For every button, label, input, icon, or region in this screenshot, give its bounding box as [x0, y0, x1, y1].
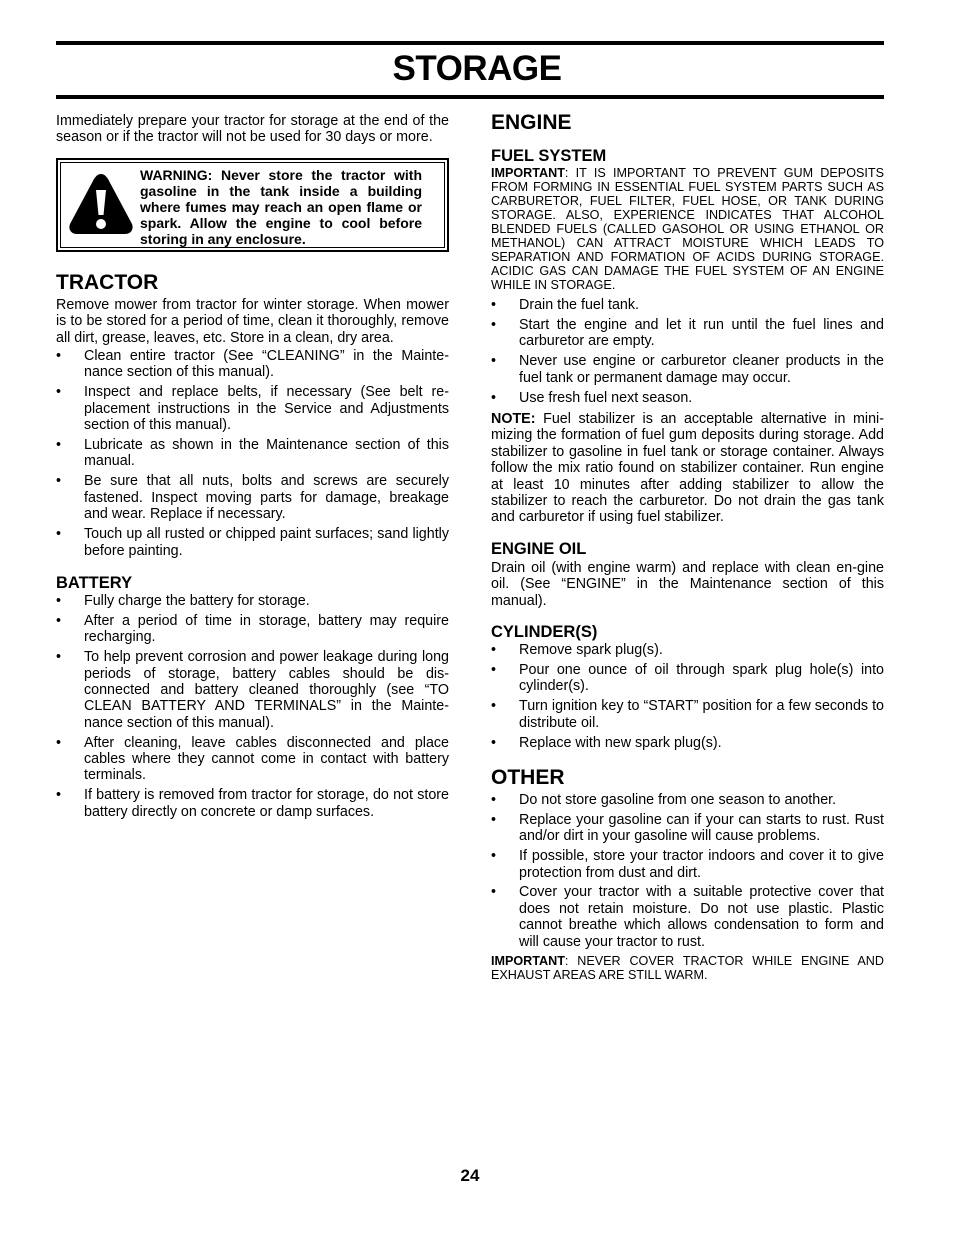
other-heading: OTHER — [491, 765, 565, 789]
list-item: • Fully charge the battery for storage. — [56, 593, 449, 609]
page-title: STORAGE — [392, 49, 562, 88]
important-label: IMPORTANT — [491, 166, 565, 180]
list-item: • Inspect and replace belts, if necessary (See belt re-placement instructions in the Service and Adjustments section of this manual). — [56, 384, 449, 433]
battery-heading: BATTERY — [56, 573, 133, 592]
list-item: • Never use engine or carburetor cleaner products in the fuel tank or permanent damage may occur. — [491, 353, 884, 386]
list-item: • If possible, store your tractor indoors and cover it to give protection from dust and dirt. — [491, 848, 884, 881]
list-item: • Use fresh fuel next season. — [491, 390, 884, 406]
engine-oil-heading: ENGINE OIL — [491, 539, 587, 558]
engine-heading: ENGINE — [491, 111, 572, 134]
list-item: • After cleaning, leave cables disconnected and place cables where they cannot come in contact with battery terminals. — [56, 735, 449, 784]
cylinder-list — [491, 642, 884, 751]
list-item: • Clean entire tractor (See “CLEANING” in the Mainte-nance section of this manual). — [56, 348, 449, 381]
other-list — [491, 792, 884, 950]
warning-box — [56, 158, 449, 252]
list-item: • Replace your gasoline can if your can starts to rust. Rust and/or dirt in your gasoline will cause problems. — [491, 812, 884, 845]
note-label: NOTE: — [491, 410, 536, 427]
list-item: • Be sure that all nuts, bolts and screws are securely fastened. Inspect moving parts for damage, breakage and wear. Replace if necessary. — [56, 473, 449, 522]
list-item: • Pour one ounce of oil through spark plug hole(s) into cylinder(s). — [491, 662, 884, 695]
right-column — [491, 111, 884, 982]
fuel-note — [491, 411, 884, 526]
tractor-intro: Remove mower from tractor for winter storage. When mower is to be stored for a period of time, clean it thoroughly, remove all dirt, grease, leaves, etc. Store in a clean, dry area. — [56, 296, 449, 346]
list-item: • Cover your tractor with a suitable protective cover that does not retain moisture. Do not use plastic. Plastic cannot breathe which allows condensation to form and will cause your tractor to rust. — [491, 884, 884, 950]
list-item: • To help prevent corrosion and power leakage during long periods of storage, battery cables should be dis-connected and battery cleaned thoroughly (see “TO CLEAN BATTERY AND TERMINALS” in the Mainte-nance section of this manual). — [56, 649, 449, 731]
fuel-important-note — [491, 166, 884, 292]
fuel-list — [491, 297, 884, 406]
bottom-rule — [56, 95, 884, 99]
note-text: Fuel stabilizer is an acceptable alternative in mini-mizing the formation of fuel gum deposits during storage. Add stabilizer to gasoline in fuel tank or storage container. Always follow the mix ratio found on stabilizer container. Run engine at least 10 minutes after adding stabilizer to allow the stabilizer to reach the carburetor. Do not drain the gas tank and carburetor if using fuel stabilizer. — [491, 410, 884, 526]
list-item: • Turn ignition key to “START” position for a few seconds to distribute oil. — [491, 698, 884, 731]
list-item: • Do not store gasoline from one season to another. — [491, 792, 884, 808]
page-number: 24 — [460, 1166, 480, 1185]
intro-paragraph: Immediately prepare your tractor for storage at the end of the season or if the tractor will not be used for 30 days or more. — [56, 113, 449, 146]
important-text: : IT IS IMPORTANT TO PREVENT GUM DEPOSITS FROM FORMING IN ESSENTIAL FUEL SYSTEM PARTS SUCH AS CARBURETOR, FUEL FILTER, FUEL HOSE, OR TANK DURING STORAGE. ALSO, EXPERIENCE INDICATES THAT ALCOHOL BLENDED FUELS (CALLED GASOHOL OR USING ETHANOL OR METHANOL) CAN ATTRACT MOISTURE WHICH LEADS TO SEPARATION AND FORMATION OF ACIDS DURING STORAGE. ACIDIC GAS CAN DAMAGE THE FUEL SYSTEM OF AN ENGINE WHILE IN STORAGE. — [491, 166, 884, 292]
battery-list — [56, 593, 449, 820]
list-item: • Start the engine and let it run until the fuel lines and carburetor are empty. — [491, 317, 884, 350]
tractor-list — [56, 348, 449, 559]
list-item: • If battery is removed from tractor for storage, do not store battery directly on concrete or damp surfaces. — [56, 787, 449, 820]
important-text: : NEVER COVER TRACTOR WHILE ENGINE AND EXHAUST AREAS ARE STILL WARM. — [491, 953, 884, 982]
cylinder-heading: CYLINDER(S) — [491, 623, 598, 641]
list-item: • Lubricate as shown in the Maintenance section of this manual. — [56, 437, 449, 470]
engine-oil-text: Drain oil (with engine warm) and replace with clean en-gine oil. (See “ENGINE” in the Maintenance section of this manual). — [491, 559, 884, 609]
list-item: • Remove spark plug(s). — [491, 642, 884, 658]
tractor-heading: TRACTOR — [56, 270, 159, 294]
list-item: • Touch up all rusted or chipped paint surfaces; sand lightly before painting. — [56, 526, 449, 559]
list-item: • Drain the fuel tank. — [491, 297, 884, 313]
fuel-system-heading: FUEL SYSTEM — [491, 147, 607, 165]
important-label: IMPORTANT — [491, 953, 565, 968]
other-important-note — [491, 954, 884, 982]
list-item: • Replace with new spark plug(s). — [491, 735, 884, 751]
warning-triangle-icon — [68, 172, 134, 236]
top-rule — [56, 41, 884, 45]
left-column — [56, 113, 449, 824]
list-item: • After a period of time in storage, battery may require recharging. — [56, 613, 449, 646]
warning-text: WARNING: Never store the tractor with gasoline in the tank inside a building where fumes may reach an open flame or spark. Allow the engine to cool before storing in any enclosure. — [140, 166, 422, 247]
